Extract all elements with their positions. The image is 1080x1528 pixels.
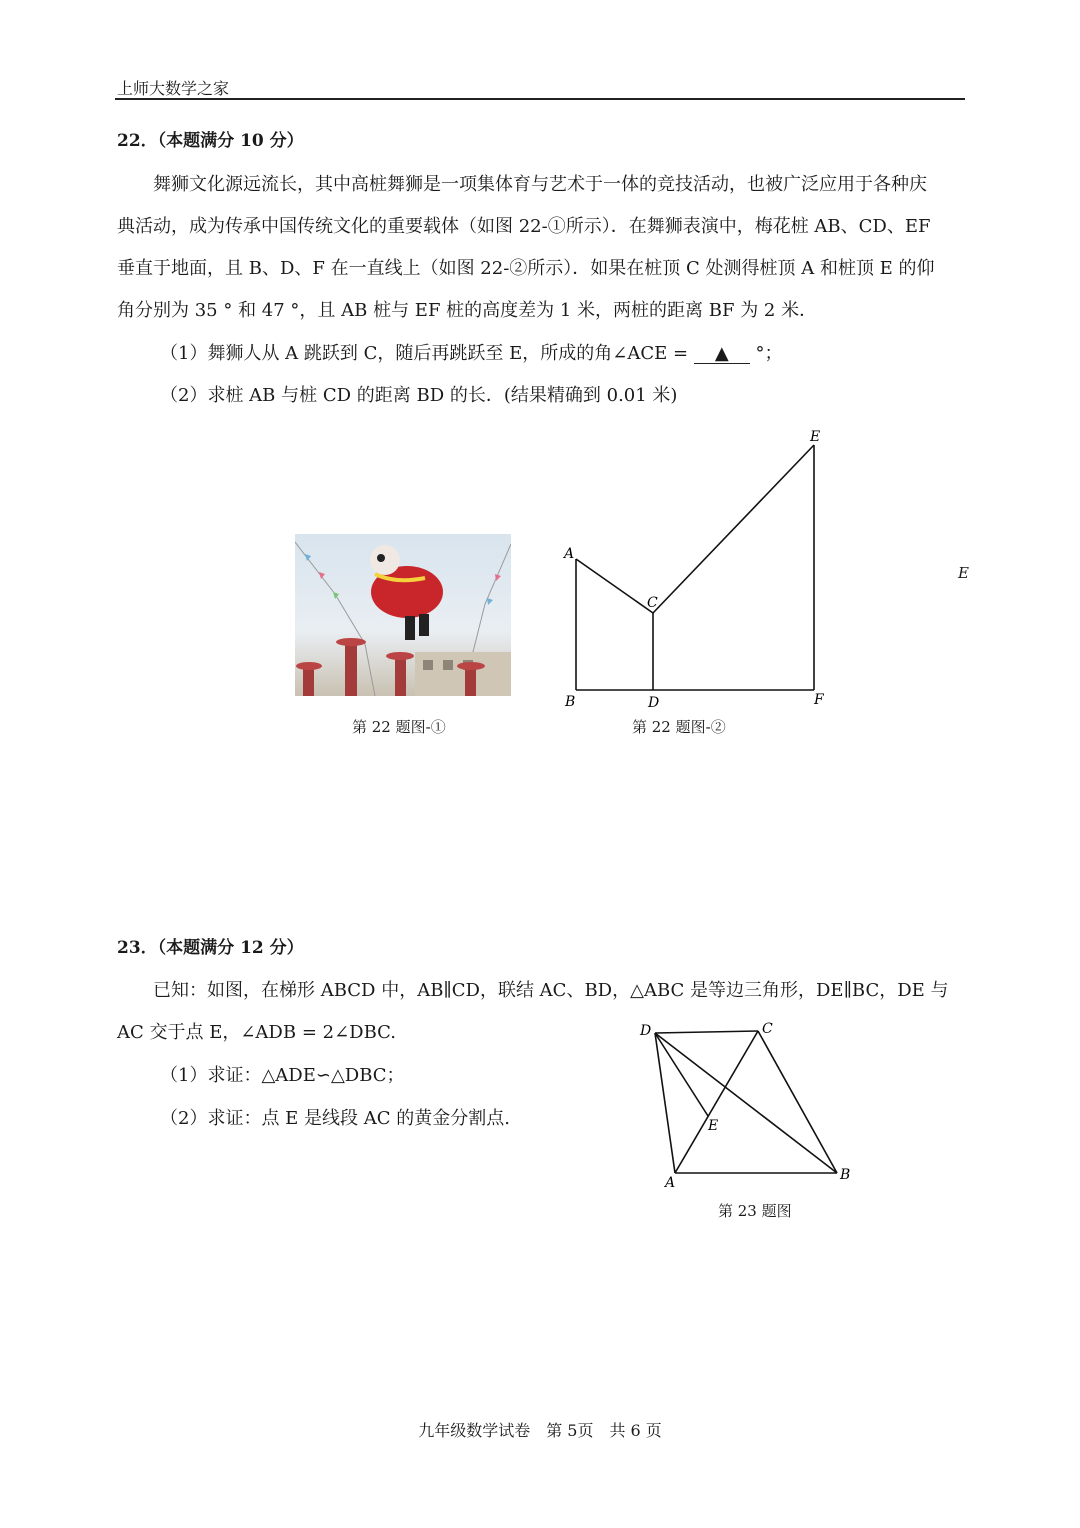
fig22-2-caption: 第 22 题图-② — [632, 718, 726, 736]
q22-sub1-prefix: （1）舞狮人从 A 跳跃到 C，随后再跳跃至 E，所成的角∠ACE = — [160, 343, 689, 364]
segment-AC — [576, 559, 653, 613]
label-A: A — [564, 546, 575, 562]
answer-blank[interactable]: ▲ — [694, 345, 750, 364]
page-footer: 九年级数学试卷 第 5页 共 6 页 — [418, 1421, 662, 1440]
header-rule — [115, 98, 965, 100]
label-C: C — [762, 1021, 773, 1037]
segment-DB — [655, 1033, 837, 1173]
segment-DA — [655, 1033, 675, 1173]
label-F: F — [814, 692, 824, 708]
fig22-1-caption: 第 22 题图-① — [352, 718, 446, 736]
label-A: A — [665, 1175, 676, 1191]
q22-sub1-suffix: °； — [755, 343, 783, 364]
q22-line2: 典活动，成为传承中国传统文化的重要载体（如图 22-①所示）．在舞狮表演中，梅花桩 AB、CD、EF — [117, 216, 931, 237]
label-B: B — [565, 694, 576, 710]
q23-line2: AC 交于点 E，∠ADB = 2∠DBC. — [117, 1022, 396, 1043]
lion-dance-photo — [295, 534, 511, 696]
fig23-diagram — [635, 1015, 855, 1195]
q22-sub2: （2）求桩 AB 与桩 CD 的距离 BD 的长．(结果精确到 0.01 米) — [160, 385, 678, 406]
q22-line4: 角分别为 35 ° 和 47 °，且 AB 桩与 EF 桩的高度差为 1 米，两桩的距离 BF 为 2 米． — [117, 300, 818, 321]
q22-title: 22．（本题满分 10 分） — [117, 131, 304, 151]
stray-label-E: E — [958, 564, 969, 582]
label-E: E — [708, 1118, 719, 1134]
q23-title: 23．（本题满分 12 分） — [117, 938, 304, 958]
label-D: D — [648, 695, 660, 711]
segment-DE — [655, 1033, 708, 1116]
q23-sub2: （2）求证：点 E 是线段 AC 的黄金分割点. — [160, 1108, 510, 1129]
label-E: E — [810, 429, 821, 445]
segment-CB — [758, 1031, 837, 1173]
label-B: B — [840, 1167, 851, 1183]
q23-line1: 已知：如图，在梯形 ABCD 中，AB∥CD，联结 AC、BD，△ABC 是等边三角形，DE∥BC，DE 与 — [153, 980, 949, 1001]
q22-line3: 垂直于地面，且 B、D、F 在一直线上（如图 22-②所示）．如果在桩顶 C 处测得桩顶 A 和桩顶 E 的仰 — [117, 258, 935, 279]
fig22-2-diagram — [555, 425, 845, 715]
label-C: C — [647, 595, 658, 611]
fig23-caption: 第 23 题图 — [718, 1202, 792, 1220]
page-header: 上师大数学之家 — [117, 79, 230, 98]
segment-CE — [653, 445, 814, 613]
q22-sub1 — [160, 339, 783, 365]
q23-sub1: （1）求证：△ADE∽△DBC； — [160, 1065, 405, 1086]
label-D: D — [640, 1023, 652, 1039]
q22-line1: 舞狮文化源远流长，其中高桩舞狮是一项集体育与艺术于一体的竞技活动，也被广泛应用于各种庆 — [153, 174, 927, 195]
segment-DC — [655, 1031, 758, 1033]
